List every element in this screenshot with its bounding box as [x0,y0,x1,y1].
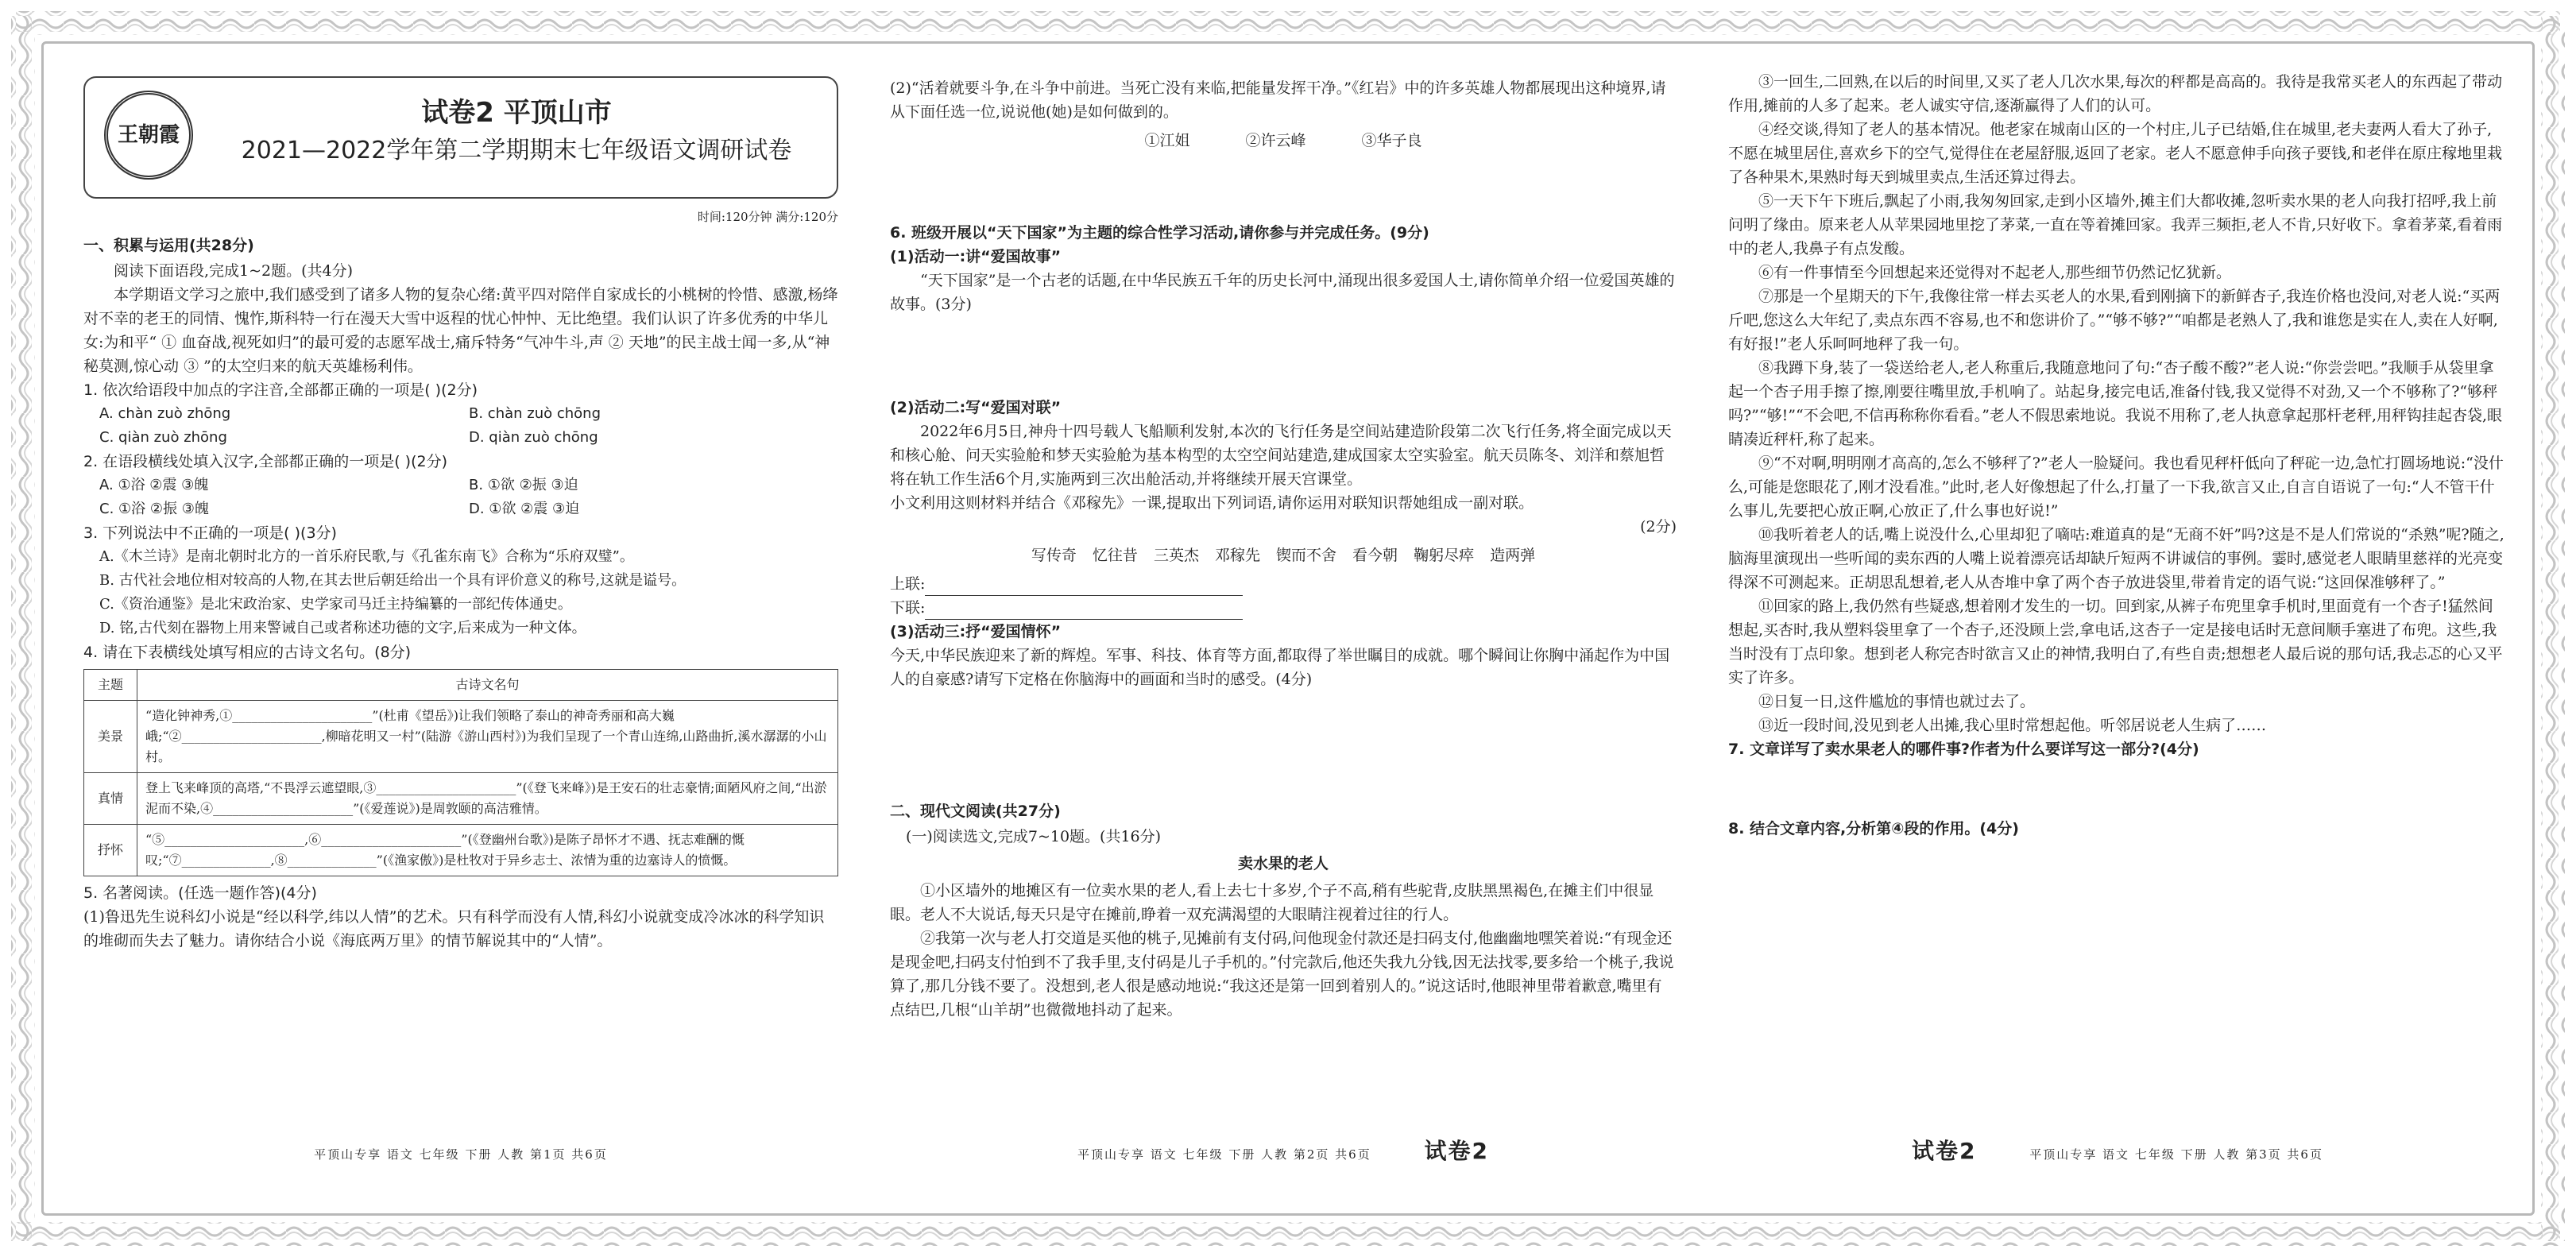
activity-3-text: 今天,中华民族迎来了新的辉煌。军事、科技、体育等方面,都取得了举世瞩目的成就。哪个瞬间让你胸中涌起作为中国人的自豪感?请写下定格在你脑海中的画面和当时的感受。(4分) [890,647,1670,688]
exam-tag: 试卷2 [1424,1138,1489,1164]
answer-space[interactable] [890,691,1677,795]
article-paragraph-3: ③一回生,二回熟,在以后的时间里,又买了老人几次水果,每次的秤都是高高的。我待是我常买老人的东西起了带动作用,摊前的人多了起来。老人诚实守信,逐渐赢得了人们的认可。 [1728,73,2503,114]
upper-couplet-line [890,572,1677,596]
option-a[interactable]: A.《木兰诗》是南北朝时北方的一首乐府民歌,与《孔雀东南飞》合称为“乐府双璧”。 [99,548,634,565]
option-2[interactable]: ②许云峰 [1245,132,1306,149]
upper-couplet-input[interactable] [925,579,1243,596]
article-paragraph-2: ②我第一次与老人打交道是买他的桃子,见摊前有支付码,问他现金付款还是扫码支付,他幽幽地嘿笑着说:“有现金还是现金吧,扫码支付怕到不了我手里,支付码是儿子手机的。”付完款后,他还失我九分钱,因无法找零,要多给一个桃子,我说算了,那几分钱不要了。没想到,老人很是感动地说:“我这还是第一回到着别人的。”说这话时,他眼神里带着歉意,嘴里有点结巴,几根“山羊胡”也微微地抖动了起来。 [890,930,1674,1019]
time-info: 时间:120分钟 满分:120分 [697,210,838,224]
exam-header [83,76,838,199]
exam-subtitle: 2021—2022学年第二学期期末七年级语文调研试卷 [241,137,792,164]
upper-couplet-label: 上联: [890,575,926,593]
option-a[interactable]: A. chàn zuò zhōng [99,405,231,422]
article-paragraph-11: ⑪回家的路上,我仍然有些疑惑,想着刚才发生的一切。回到家,从裤子布兜里拿手机时,里面竟有一个杏子!猛然间想起,买杏时,我从塑料袋里拿了一个杏子,还没顾上尝,拿电话,这杏子一定是接电话时无意间顺手塞进了布兜。这些,我当时没有丁点印象。想到老人称完杏时欲言又止的神情,我明白了,有些自责;想想老人最后说的那句话,我忐忑的心又平实了许多。 [1728,598,2503,687]
question-5-1: (1)鲁迅先生说科幻小说是“经以科学,纬以人情”的艺术。只有科学而没有人情,科幻小说就变成冷冰冰的科学知识的堆砌而失去了魅力。请你结合小说《海底两万里》的情节解说其中的“人情”。 [83,908,825,950]
article-paragraph-9: ⑨“不对啊,明明刚才高高的,怎么不够秤了?”老人一脸疑问。我也看见秤杆低向了秤砣一边,急忙打圆场地说:“没什么,可能是您眼花了,刚才没看准。”此时,老人好像想起了什么,打量了一下我,欲言又止,自言自语说了一句:“人不管干什么事儿,先要把心放正啊,心放正了,什么事也好说!” [1728,454,2504,520]
question-1-options [83,402,838,450]
article-paragraph-13: ⑬近一段时间,没见到老人出摊,我心里时常想起他。听邻居说老人生病了…… [1758,717,2267,734]
section-heading-1: 一、积累与运用(共28分) [83,237,254,254]
question-3: 3. 下列说法中不正确的一项是( )(3分) [83,524,337,542]
row-text: 登上飞来峰顶的高塔,“不畏浮云遮望眼,③______________________”(《登飞来峰》)是王安石的壮志豪情;面陋风府之间,“出淤泥而不染,④______________________”(《爱莲说》)是周敦颐的高洁雅情。 [137,773,838,825]
activity-2-text: 2022年6月5日,神舟十四号载人飞船顺利发射,本次的飞行任务是空间站建造阶段第二次飞行任务,将全面完成以天和核心舱、问天实验舱和梦天实验舱为基本构型的太空空间站建造,建成国家太空实验室。航天员陈冬、刘洋和蔡旭哲将在轨工作生活6个月,实施两到三次出舱活动,并将继续开展天宫课堂。 [890,423,1672,488]
answer-space[interactable] [890,316,1677,396]
activity-2-score: (2分) [1640,518,1677,536]
question-5-2: (2)“活着就要斗争,在斗争中前进。当死亡没有来临,把能量发挥干净。”《红岩》中的许多英雄人物都展现出这种境界,请从下面任选一位,说说他(她)是如何做到的。 [890,79,1666,121]
row-text: “造化钟神秀,①______________________”(杜甫《望岳》)让我们领略了泰山的神奇秀丽和高大巍峨;“②______________________,柳暗花明又一村”(陆游《游山西村》)为我们呈现了一个青山连绵,山路曲折,溪水潺潺的小山村。 [137,701,838,773]
publisher-logo: 王朝霞 [104,91,193,180]
article-paragraph-4: ④经交谈,得知了老人的基本情况。他老家在城南山区的一个村庄,儿子已结婚,住在城里,老夫妻两人看大了孙子,不愿在城里居住,喜欢乡下的空气,觉得住在老屋舒服,返回了老家。老人不愿意伸手向孩子要钱,和老伴在原庄稼地里栽了各种果木,果熟时每天到城里卖点,生活还算过得去。 [1728,121,2503,186]
question-1: 1. 依次给语段中加点的字注音,全部都正确的一项是( )(2分) [83,381,478,399]
couplet-word-bank: 写传奇 忆往昔 三英杰 邓稼先 锲而不舍 看今朝 鞠躬尽瘁 造两弹 [1031,547,1536,564]
section-heading-2: 二、现代文阅读(共27分) [890,803,1061,820]
question-8: 8. 结合文章内容,分析第④段的作用。(4分) [1728,820,2019,837]
row-theme: 真情 [84,773,137,825]
table-header-theme: 主题 [84,670,137,701]
subsection-heading: (一)阅读选文,完成7~10题。(共16分) [906,828,1162,845]
lower-couplet-label: 下联: [890,599,926,617]
question-6: 6. 班级开展以“天下国家”为主题的综合性学习活动,请你参与并完成任务。(9分) [890,224,1429,242]
lower-couplet-input[interactable] [925,603,1243,620]
exam-tag: 试卷2 [1912,1138,1977,1164]
row-theme: 美景 [84,701,137,773]
page-footer-3: 试卷2 平顶山专享 语文 七年级 下册 人教 第3页 共6页 [1912,1138,2323,1164]
page-footer-1: 平顶山专享 语文 七年级 下册 人教 第1页 共6页 [314,1147,608,1162]
column-3 [1728,62,2507,1166]
question-5-2-options [890,129,1677,153]
answer-space[interactable] [890,157,1677,221]
activity-1-text: “天下国家”是一个古老的话题,在中华民族五千年的历史长河中,涌现出很多爱国人士,请你简单介绍一位爱国英雄的故事。(3分) [890,272,1675,313]
option-c[interactable]: C.《资治通鉴》是北宋政治家、史学家司马迁主持编纂的一部纪传体通史。 [99,596,572,613]
table-row [84,773,838,825]
question-5: 5. 名著阅读。(任选一题作答)(4分) [83,884,317,902]
question-2: 2. 在语段横线处填入汉字,全部都正确的一项是( )(2分) [83,453,447,470]
activity-1-title: (1)活动一:讲“爱国故事” [890,248,1062,265]
question-3-options [83,545,838,640]
exam-title: 试卷2 平顶山市 [421,97,612,129]
row-theme: 抒怀 [84,825,137,876]
option-d[interactable]: D. qiàn zuò chōng [469,429,598,446]
option-c[interactable]: C. ①浴 ②振 ③魄 [99,501,209,517]
question-2-options [83,474,838,521]
activity-3-title: (3)活动三:抒“爱国情怀” [890,623,1062,640]
option-a[interactable]: A. ①浴 ②震 ③魄 [99,477,209,493]
table-row [84,701,838,773]
article-paragraph-7: ⑦那是一个星期天的下午,我像往常一样去买老人的水果,看到刚摘下的新鲜杏子,我连价格也没问,对老人说:“买两斤吧,您这么大年纪了,卖点东西不容易,也不和您讲价了。”“够不够?”“咱都是老熟人了,我和谁您是实在人,卖在人好啊,有好报!”老人乐呵呵地秤了我一句。 [1728,288,2501,353]
option-b[interactable]: B. chàn zuò chōng [469,405,601,422]
activity-2-title: (2)活动二:写“爱国对联” [890,399,1062,416]
option-1[interactable]: ①江姐 [1144,132,1190,149]
row-text: “⑤______________________,⑥______________________”(《登幽州台歌》)是陈子昂怀才不遇、抚志难酬的慨叹;“⑦______________,⑧______________”(《渔家傲》)是杜牧对于异乡志士、浓情为重的边塞诗人的愤慨。 [137,825,838,876]
option-b[interactable]: B. 古代社会地位相对较高的人物,在其去世后朝廷给出一个具有评价意义的称号,这就是谥号。 [99,572,687,589]
option-d[interactable]: D. ①欲 ②震 ③迫 [469,501,580,517]
passage-text: 本学期语文学习之旅中,我们感受到了诸多人物的复杂心绪:黄平四对陪伴自家成长的小桃树的怜惜、感激,杨绛对不幸的老王的同情、愧怍,斯科特一行在漫天大雪中返程的忧心忡忡、无比绝望。我们认识了许多优秀的中华儿女:为和平“ ① 血奋战,视死如归”的最可爱的志愿军战士,痛斥特务“气冲牛斗,声 ② 天地”的民主战士闻一多,从“神秘莫测,惊心动 ③ ”的太空归来的航天英雄杨利伟。 [83,286,838,375]
table-header-lines: 古诗文名句 [137,670,838,701]
poem-table [83,669,838,876]
option-3[interactable]: ③华子良 [1361,132,1422,149]
reading-intro: 阅读下面语段,完成1~2题。(共4分) [114,262,354,280]
question-4: 4. 请在下表横线处填写相应的古诗文名句。(8分) [83,644,412,661]
lower-couplet-line [890,596,1677,620]
option-d[interactable]: D. 铭,古代刻在器物上用来警诫自己或者称述功德的文字,后来成为一种文体。 [99,620,586,636]
question-7: 7. 文章详写了卖水果老人的哪件事?作者为什么要详写这一部分?(4分) [1728,741,2199,758]
article-paragraph-10: ⑩我听着老人的话,嘴上说没什么,心里却犯了嘀咕:难道真的是“无商不奸”吗?这是不是人们常说的“杀熟”呢?随之,脑海里演现出一些听闻的卖东西的人嘴上说着漂亮话却缺斤短两不讲诚信的事例。霎时,感觉老人眼睛里慈祥的光亮变得深不可测起来。正胡思乱想着,老人从杏堆中拿了两个杏子放进袋里,带着肯定的语气说:“这回保准够秤了。” [1728,526,2504,591]
article-paragraph-8: ⑧我蹲下身,装了一袋送给老人,老人称重后,我随意地问了句:“杏子酸不酸?”老人说:“你尝尝吧。”我顺手从袋里拿起一个杏子用手擦了擦,刚要往嘴里放,手机响了。站起身,接完电话,准备付钱,我又觉得不对劲,又一个不够称了?“够秤吗?”“够!”“不会吧,不信再称称你看看。”老人不假思索地说。我说不用称了,老人执意拿起那杆老秤,用秤钩挂起杏袋,眼睛凑近秤杆,称了起来。 [1728,359,2503,448]
article-paragraph-1: ①小区墙外的地摊区有一位卖水果的老人,看上去七十多岁,个子不高,稍有些驼背,皮肤黑黑褐色,在摊主们中很显眼。老人不大说话,每天只是守在摊前,睁着一双充满渴望的大眼睛注视着过往的行人。 [890,882,1654,923]
answer-space[interactable] [1728,761,2507,817]
article-paragraph-6: ⑥有一件事情至今回想起来还觉得对不起老人,那些细节仍然记忆犹新。 [1758,264,2232,281]
option-c[interactable]: C. qiàn zuò zhōng [99,429,227,446]
table-row [84,825,838,876]
page-footer-2: 平顶山专享 语文 七年级 下册 人教 第2页 共6页 试卷2 [1077,1138,1489,1164]
article-title: 卖水果的老人 [1237,855,1329,872]
article-paragraph-5: ⑤一天下午下班后,飘起了小雨,我匆匆回家,走到小区墙外,摊主们大都收摊,忽听卖水果的老人向我打招呼,我上前问明了缘由。原来老人从苹果园地里挖了茅菜,一直在等着摊回家。我弄三频拒,老人不肯,只好收下。拿着茅菜,看着雨中的老人,我鼻子有点发酸。 [1728,192,2503,257]
column-2 [890,62,1677,1166]
column-1 [83,62,838,1166]
option-b[interactable]: B. ①欲 ②振 ③迫 [469,477,578,493]
article-paragraph-12: ⑫日复一日,这件尴尬的事情也就过去了。 [1758,693,2036,710]
activity-2-task: 小文利用这则材料并结合《邓稼先》一课,提取出下列词语,请你运用对联知识帮她组成一副对联。 [890,494,1534,512]
